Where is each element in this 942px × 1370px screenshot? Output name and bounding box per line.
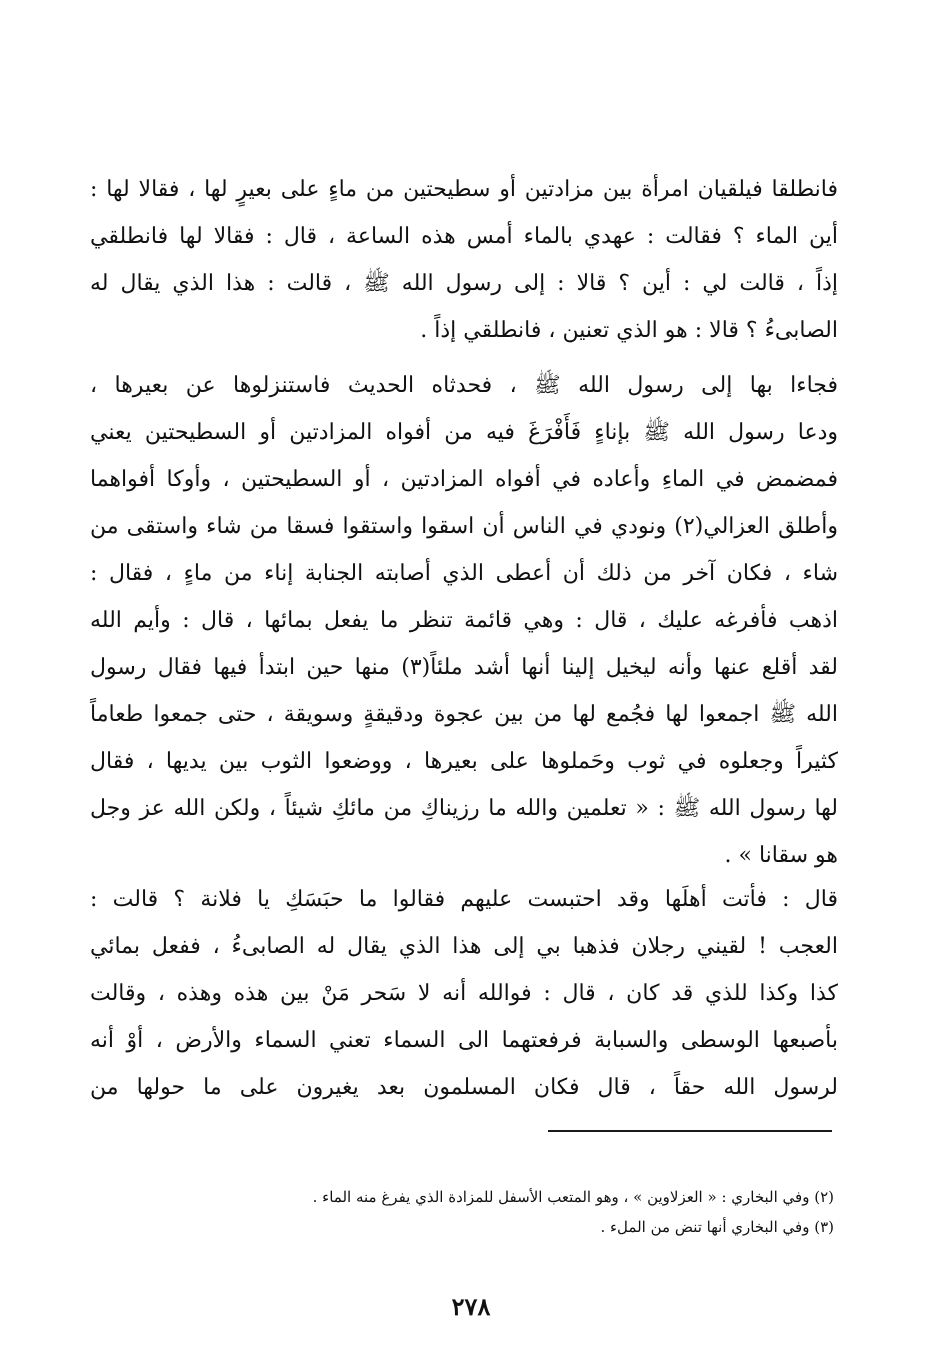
footnote-separator — [548, 1130, 832, 1132]
footnote-3: (٣) وفي البخاري أنها تنض من الملء . — [600, 1218, 834, 1236]
paragraph-2 — [90, 362, 838, 879]
text-line: لقد أقلع عنها وأنه ليخيل إلينا أنها أشد ملئاً(٣) منها حين ابتدأ فيها فقال رسول — [90, 655, 839, 680]
text-line: كثيراً وجعلوه في ثوب وحَملوها على بعيرها ، ووضعوا الثوب بين يديها ، فقال — [90, 749, 838, 774]
text-line: العجب ! لقيني رجلان فذهبا بي إلى هذا الذي يقال له الصابىءُ ، ففعل بمائي — [90, 934, 838, 959]
text-line: الصابىءُ ؟ قالا : هو الذي تعنين ، فانطلقي إذاً . — [420, 318, 838, 343]
page-number: ٢٧٨ — [451, 1292, 491, 1321]
text-line: الله ﷺ اجمعوا لها فجُمع لها من بين عجوة ودقيقةٍ وسويقة ، حتى جمعوا طعاماً — [90, 702, 838, 727]
paragraph-3 — [90, 876, 838, 1111]
footnote-2: (٢) وفي البخاري : « العزلاوين » ، وهو المتعب الأسفل للمزادة الذي يفرغ منه الماء . — [312, 1188, 834, 1206]
text-line: لرسول الله حقاً ، قال فكان المسلمون بعد يغيرون على ما حولها من — [90, 1075, 838, 1100]
text-line: قال : فأتت أهلَها وقد احتبست عليهم فقالوا ما حبَسَكِ يا فلانة ؟ قالت : — [90, 887, 838, 912]
text-line: وأطلق العزالي(٢) ونودي في الناس أن اسقوا واستقوا فسقا من شاء واستقى من — [90, 514, 838, 539]
text-line: هو سقانا » . — [724, 843, 838, 868]
text-line: شاء ، فكان آخر من ذلك أن أعطى الذي أصابته الجنابة إناء من ماءٍ ، فقال : — [90, 561, 838, 586]
text-line: بأصبعها الوسطى والسبابة فرفعتهما الى السماء تعني السماء والأرض ، أوْ أنه — [90, 1028, 838, 1053]
text-line: فمضمض في الماءِ وأعاده في أفواه المزادتين ، أو السطيحتين ، وأوكا أفواهما — [90, 467, 838, 492]
footnotes — [150, 1182, 834, 1242]
text-line: فانطلقا فيلقيان امرأة بين مزادتين أو سطيحتين من ماءٍ على بعيرٍ لها ، فقالا لها : — [90, 177, 838, 202]
paragraph-1 — [90, 166, 838, 354]
text-line: إذاً ، قالت لي : أين ؟ قالا : إلى رسول الله ﷺ ، قالت : هذا الذي يقال له — [90, 271, 838, 296]
text-line: اذهب فأفرغه عليك ، قال : وهي قائمة تنظر ما يفعل بمائها ، قال : وأيم الله — [90, 608, 838, 633]
text-line: فجاءا بها إلى رسول الله ﷺ ، فحدثاه الحديث فاستنزلوها عن بعيرها ، — [90, 373, 838, 398]
text-line: كذا وكذا للذي قد كان ، قال : فوالله أنه لا سَحر مَنْ بين هذه وهذه ، وقالت — [90, 981, 838, 1006]
text-line: ودعا رسول الله ﷺ بإناءٍ فَأَفْرَغَ فيه من أفواه المزادتين أو السطيحتين يعني — [90, 420, 838, 445]
text-line: أين الماء ؟ فقالت : عهدي بالماء أمس هذه الساعة ، قال : فقالا لها فانطلقي — [90, 224, 838, 249]
text-line: لها رسول الله ﷺ : « تعلمين والله ما رزيناكِ من مائكِ شيئاً ، ولكن الله عز وجل — [90, 796, 838, 821]
